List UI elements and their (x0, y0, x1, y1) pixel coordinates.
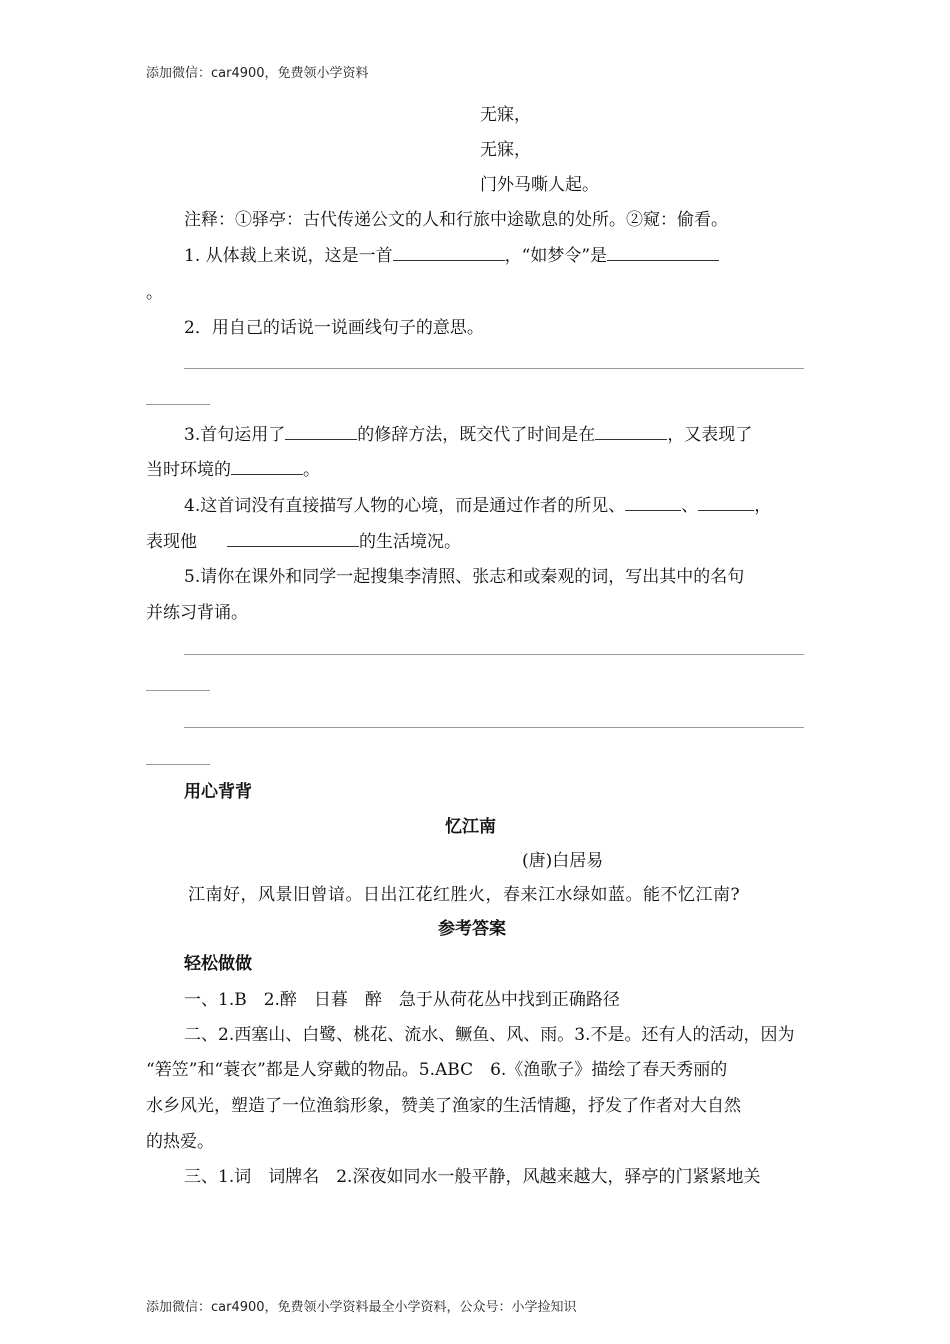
question-1 (184, 244, 719, 267)
poem-line: 无寐， (480, 140, 531, 160)
q1-end: 。 (146, 283, 163, 303)
answer-line[interactable] (146, 690, 210, 691)
q1-text: ，“如梦令”是 (504, 246, 608, 266)
question-3-cont (146, 458, 320, 481)
poem-line: 门外马嘶人起。 (480, 175, 599, 195)
q3-text: 的修辞方法，既交代了时间是在 (357, 425, 596, 445)
answer-blank[interactable] (231, 458, 303, 475)
answer-line-text: 的热爱。 (146, 1132, 214, 1152)
answer-line-text: “箬笠”和“蓑衣”都是人穿戴的物品。5.ABC 6.《渔歌子》描绘了春天秀丽的 (146, 1060, 728, 1080)
question-4 (184, 494, 771, 517)
answer-line[interactable] (184, 727, 804, 728)
answers-title: 参考答案 (438, 919, 506, 939)
answer-blank[interactable] (227, 530, 359, 547)
page-footer: 添加微信：car4900，免费领小学资料最全小学资料，公众号：小学捡知识 (146, 1300, 577, 1315)
q3-text: 3.首句运用了 (184, 425, 286, 445)
answer-line[interactable] (184, 368, 804, 369)
question-3 (184, 423, 752, 446)
q3-text: ，又表现了 (667, 425, 753, 445)
annotation-note: 注释：①驿亭：古代传递公文的人和行旅中途歇息的处所。②窥：偷看。 (184, 210, 728, 230)
answer-blank[interactable] (625, 494, 681, 511)
answer-line-text: 三、1.词 词牌名 2.深夜如同水一般平静，风越来越大，驿亭的门紧紧地关 (184, 1167, 761, 1187)
answer-blank[interactable] (595, 423, 667, 440)
q4-text: 4.这首词没有直接描写人物的心境，而是通过作者的所见、 (184, 496, 626, 516)
answer-line-text: 一、1.B 2.醉 日暮 醉 急于从荷花丛中找到正确路径 (184, 990, 620, 1010)
answer-blank[interactable] (285, 423, 357, 440)
page-header: 添加微信：car4900，免费领小学资料 (146, 66, 369, 81)
question-5: 5.请你在课外和同学一起搜集李清照、张志和或秦观的词，写出其中的名句 (184, 567, 745, 587)
q4-text: 的生活境况。 (359, 532, 461, 552)
q4-text: ， (754, 496, 772, 516)
answer-line-text: 二、2.西塞山、白鹭、桃花、流水、鳜鱼、风、雨。3.不是。还有人的活动，因为 (184, 1025, 795, 1045)
poem-text: 江南好，风景旧曾谙。日出江花红胜火，春来江水绿如蓝。能不忆江南? (188, 885, 741, 905)
q4-text: 、 (681, 496, 699, 516)
answer-line-text: 水乡风光，塑造了一位渔翁形象，赞美了渔家的生活情趣，抒发了作者对大自然 (146, 1096, 741, 1116)
section-heading-easy: 轻松做做 (184, 954, 252, 974)
section-heading-recite: 用心背背 (184, 782, 252, 802)
q3-text: 当时环境的 (146, 460, 231, 480)
poem-title: 忆江南 (445, 817, 496, 837)
answer-line[interactable] (184, 654, 804, 655)
answer-blank[interactable] (393, 244, 505, 261)
poem-line: 无寐， (480, 105, 531, 125)
question-4-cont (146, 530, 461, 553)
answer-blank[interactable] (607, 244, 719, 261)
q4-text: 表现他 (146, 532, 197, 552)
q3-text: 。 (303, 460, 320, 480)
answer-line[interactable] (146, 764, 210, 765)
question-2: 2．用自己的话说一说画线句子的意思。 (184, 318, 484, 338)
answer-blank[interactable] (698, 494, 754, 511)
answer-line[interactable] (146, 404, 210, 405)
poem-author: (唐)白居易 (522, 851, 604, 871)
question-5-cont: 并练习背诵。 (146, 603, 248, 623)
q1-text: 1. 从体裁上来说，这是一首 (184, 246, 393, 266)
